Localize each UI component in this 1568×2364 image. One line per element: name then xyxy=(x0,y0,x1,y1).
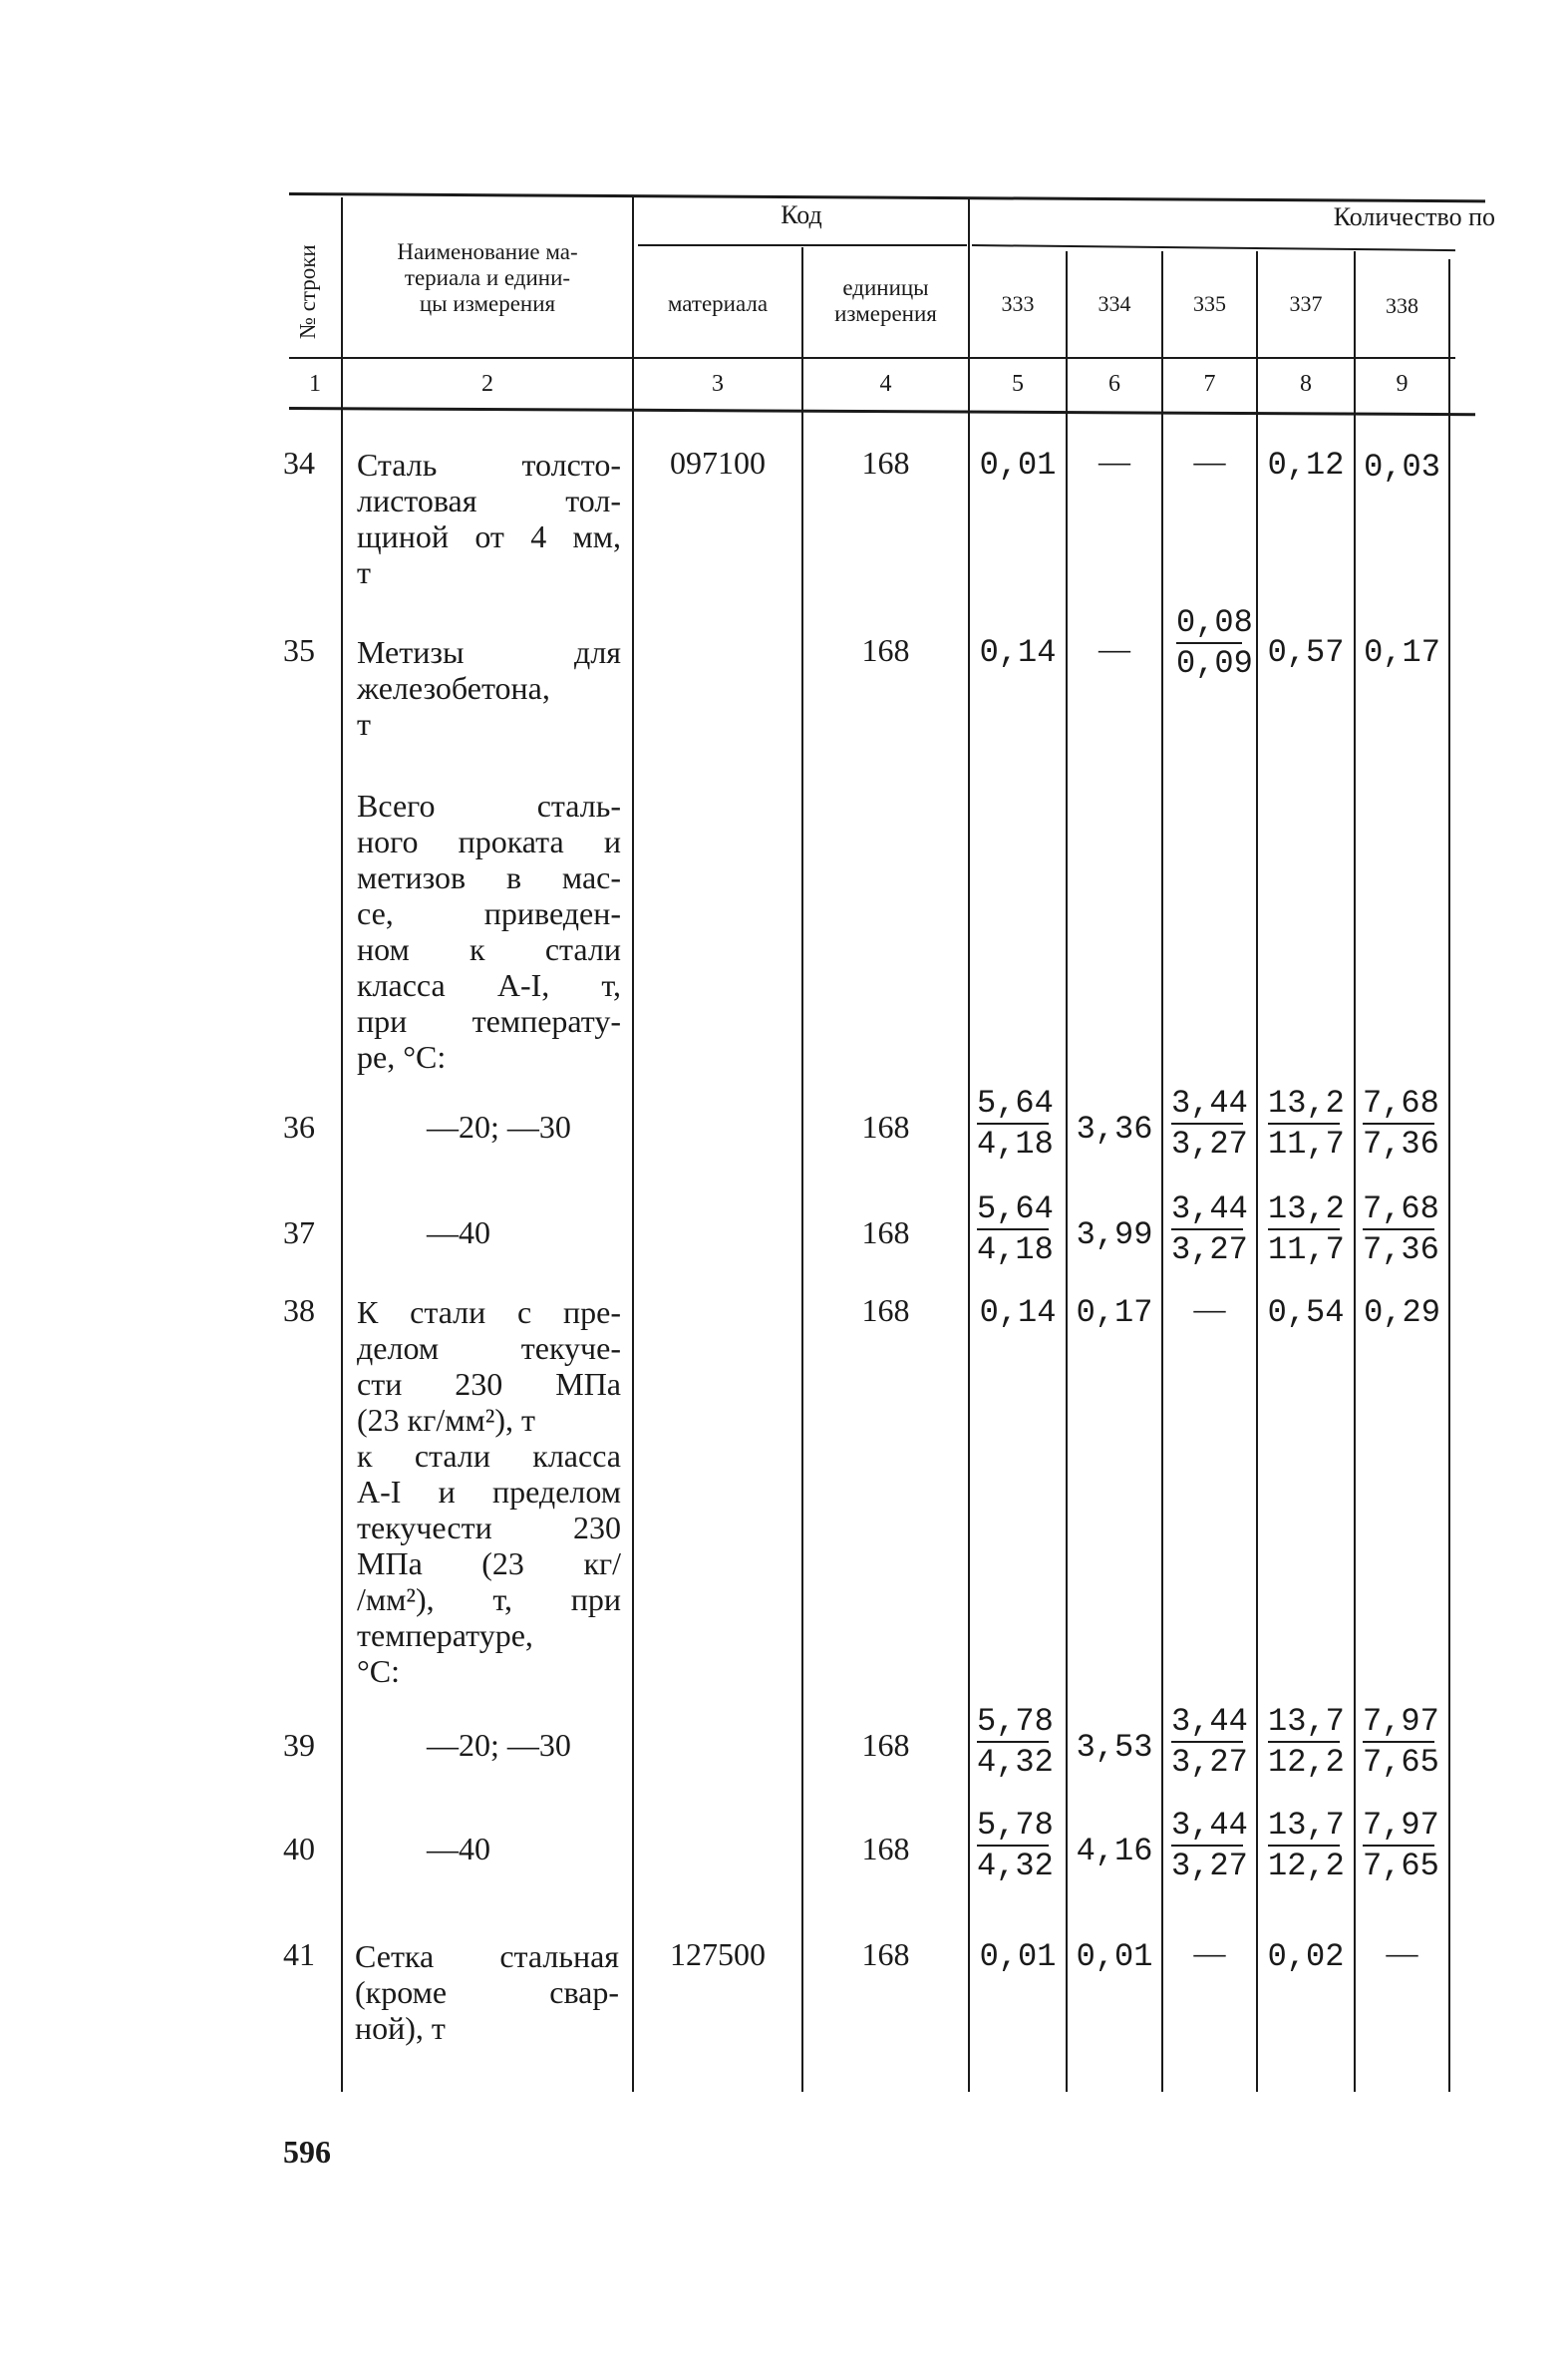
row-41-c335: — xyxy=(1193,1934,1226,1970)
row-40-c338: $\frac{7,97}{7,65}$ xyxy=(1363,1807,1439,1884)
colnum-bottom-rule xyxy=(289,407,1475,416)
row-38-c338: 0,29 xyxy=(1364,1294,1440,1331)
row-41-number: 41 xyxy=(283,1936,315,1972)
row-41-material-code: 127500 xyxy=(670,1936,766,1972)
row-38-c334: 0,17 xyxy=(1076,1294,1153,1331)
row-40-number: 40 xyxy=(283,1831,315,1866)
colnum-4: 4 xyxy=(879,371,892,397)
row-36-c335: $\frac{3,44}{3,27}$ xyxy=(1171,1085,1248,1163)
row-37-c335: $\frac{3,44}{3,27}$ xyxy=(1171,1190,1248,1268)
row-39-c335: $\frac{3,44}{3,27}$ xyxy=(1171,1703,1248,1781)
row-34-material-code: 097100 xyxy=(670,445,766,481)
col-header-338: 338 xyxy=(1386,293,1418,318)
row-37-c338: $\frac{7,68}{7,36}$ xyxy=(1363,1190,1439,1268)
row-35-number: 35 xyxy=(283,632,315,668)
row-35-name: Метизы для железобетона, т xyxy=(357,634,621,742)
col-header-333: 333 xyxy=(1001,291,1035,316)
row-34-c333: 0,01 xyxy=(979,447,1057,484)
row-40-c333: $\frac{5,78}{4,32}$ xyxy=(977,1807,1054,1884)
table-top-rule xyxy=(289,192,1485,202)
row-41-c334: 0,01 xyxy=(1076,1938,1153,1975)
col-divider-3 xyxy=(801,247,803,2092)
col-header-337: 337 xyxy=(1289,291,1323,316)
colnum-1: 1 xyxy=(309,371,321,397)
code-subheader-rule xyxy=(638,244,967,246)
quantity-subheader-rule xyxy=(972,244,1455,251)
col-header-335: 335 xyxy=(1193,291,1226,316)
row-37-c337: $\frac{13,2}{11,7}$ xyxy=(1268,1190,1345,1268)
row-38-unit-code: 168 xyxy=(861,1292,910,1328)
row-34-c338: 0,03 xyxy=(1364,449,1440,486)
colnum-9: 9 xyxy=(1396,371,1409,397)
row-34-name: Сталь толсто- листовая тол- щиной от 4 мм, т xyxy=(357,447,621,590)
row-36-unit-code: 168 xyxy=(861,1109,910,1145)
col-header-334: 334 xyxy=(1098,291,1131,316)
row-37-number: 37 xyxy=(283,1214,315,1250)
col-divider-5 xyxy=(1066,251,1068,2092)
row-38-c337: 0,54 xyxy=(1267,1294,1345,1331)
colnum-6: 6 xyxy=(1108,371,1120,397)
row-40-c337: $\frac{13,7}{12,2}$ xyxy=(1268,1807,1345,1884)
unit-code-header: единицы измерения xyxy=(834,275,937,326)
row-39-number: 39 xyxy=(283,1727,315,1763)
colnum-3: 3 xyxy=(712,371,724,397)
code-header: Код xyxy=(781,200,822,229)
row-36-number: 36 xyxy=(283,1109,315,1145)
total-steel-label: Всего сталь- ного проката и метизов в мас- се, приведен- ном к стали класса А-I, т, при температу- ре, °С: xyxy=(357,788,621,1075)
row-40-unit-code: 168 xyxy=(861,1831,910,1866)
col-divider-2 xyxy=(632,197,634,2092)
row-40-c334: 4,16 xyxy=(1076,1833,1153,1869)
colnum-2: 2 xyxy=(481,371,493,397)
row-41-name: Сетка стальная (кроме свар- ной), т xyxy=(355,1938,619,2046)
row-37-c333: $\frac{5,64}{4,18}$ xyxy=(977,1190,1054,1268)
row-34-c335: — xyxy=(1193,443,1226,479)
row-number-header: № строки xyxy=(295,244,320,339)
row-35-c334: — xyxy=(1098,630,1130,666)
row-34-c334: — xyxy=(1098,443,1130,479)
row-39-unit-code: 168 xyxy=(861,1727,910,1763)
row-37-c334: 3,99 xyxy=(1076,1216,1153,1253)
row-38-name: К стали с пре- делом текуче- сти 230 МПа (23 кг/мм²), т к стали класса А-I и пределом текучести 230 МПа (23 кг/ /мм²), т, при температуре, °С: xyxy=(357,1294,621,1689)
row-36-c333: $\frac{5,64}{4,18}$ xyxy=(977,1085,1054,1163)
row-41-c337: 0,02 xyxy=(1267,1938,1345,1975)
header-bottom-rule xyxy=(289,357,1455,359)
row-37-name: —40 xyxy=(427,1214,490,1250)
page-number: 596 xyxy=(283,2134,331,2170)
row-40-name: —40 xyxy=(427,1831,490,1866)
colnum-8: 8 xyxy=(1300,371,1312,397)
row-34-unit-code: 168 xyxy=(861,445,910,481)
row-39-c333: $\frac{5,78}{4,32}$ xyxy=(977,1703,1054,1781)
colnum-7: 7 xyxy=(1203,371,1216,397)
row-39-c337: $\frac{13,7}{12,2}$ xyxy=(1268,1703,1345,1781)
row-40-c335: $\frac{3,44}{3,27}$ xyxy=(1171,1807,1248,1884)
row-36-name: —20; —30 xyxy=(427,1109,571,1145)
row-35-unit-code: 168 xyxy=(861,632,910,668)
quantity-header: Количество по xyxy=(1333,202,1495,231)
row-38-number: 38 xyxy=(283,1292,315,1328)
material-code-header: материала xyxy=(667,291,769,316)
col-divider-9 xyxy=(1448,259,1450,2092)
row-39-name: —20; —30 xyxy=(427,1727,571,1763)
row-35-c335: $\frac{0,08}{0,09}$ xyxy=(1176,604,1253,682)
row-35-c333: 0,14 xyxy=(979,634,1057,671)
row-35-c337: 0,57 xyxy=(1267,634,1345,671)
col-divider-7 xyxy=(1256,251,1258,2092)
row-38-c335: — xyxy=(1193,1290,1226,1326)
row-38-c333: 0,14 xyxy=(979,1294,1057,1331)
row-35-c338: 0,17 xyxy=(1364,634,1440,671)
col-divider-6 xyxy=(1161,251,1163,2092)
row-41-unit-code: 168 xyxy=(861,1936,910,1972)
row-36-c338: $\frac{7,68}{7,36}$ xyxy=(1363,1085,1439,1163)
row-41-c333: 0,01 xyxy=(979,1938,1057,1975)
col-divider-1 xyxy=(341,197,343,2092)
name-header: Наименование ма- териала и едини- цы измерения xyxy=(397,239,578,316)
row-34-number: 34 xyxy=(283,445,315,481)
colnum-5: 5 xyxy=(1012,371,1024,397)
row-39-c334: 3,53 xyxy=(1076,1729,1153,1766)
row-41-c338: — xyxy=(1386,1934,1418,1970)
row-36-c337: $\frac{13,2}{11,7}$ xyxy=(1268,1085,1345,1163)
col-divider-8 xyxy=(1354,251,1356,2092)
row-37-unit-code: 168 xyxy=(861,1214,910,1250)
row-39-c338: $\frac{7,97}{7,65}$ xyxy=(1363,1703,1439,1781)
row-34-c337: 0,12 xyxy=(1267,447,1345,484)
row-36-c334: 3,36 xyxy=(1076,1111,1153,1148)
